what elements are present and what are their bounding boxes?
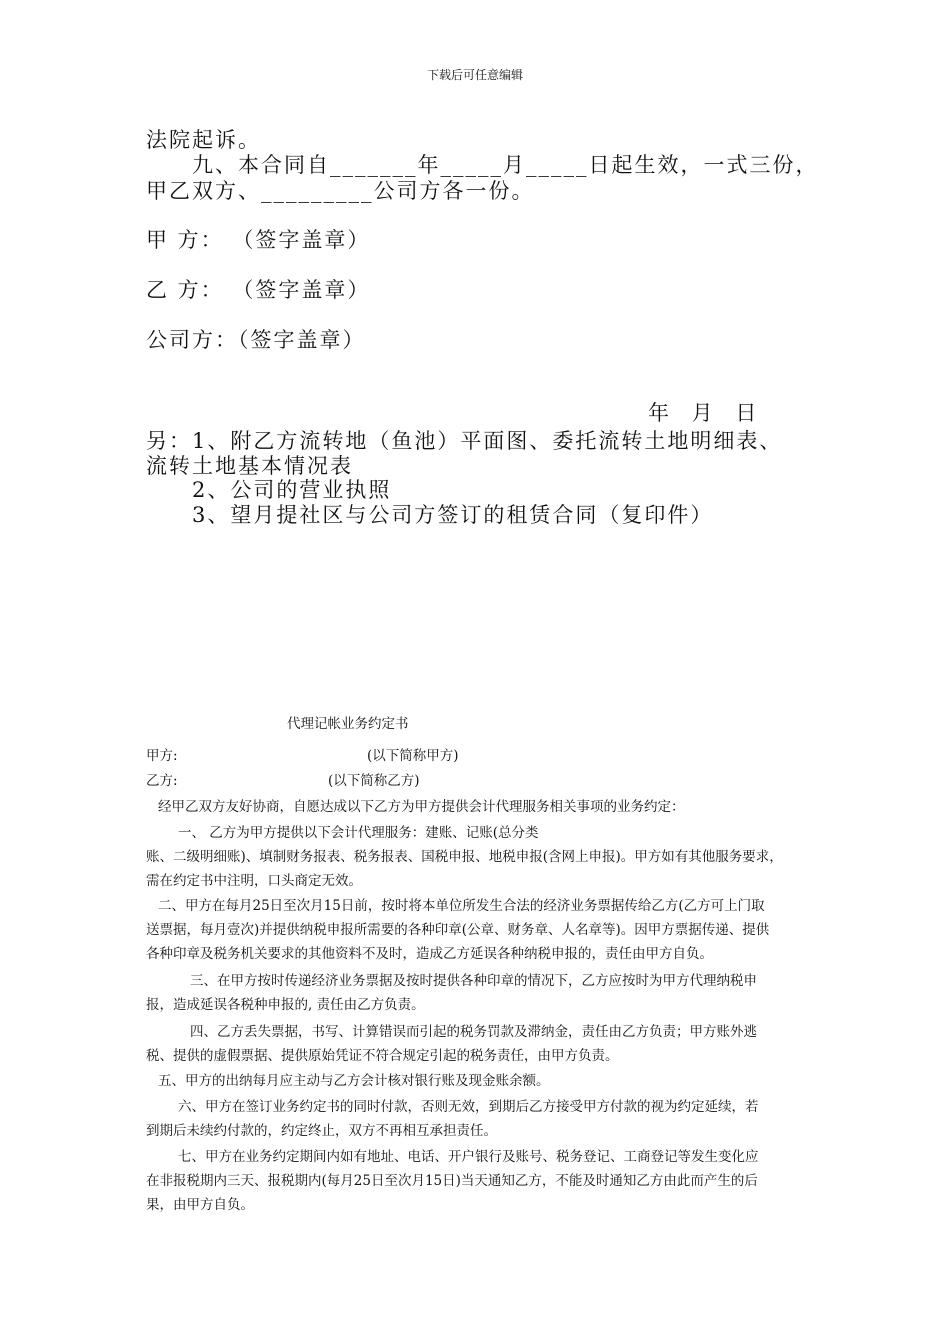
clause-1-line1: 一、 乙方为甲方提供以下会计代理服务：建账、记账(总分类 <box>178 825 539 841</box>
clause-6-line1: 六、甲方在签订业务约定书的同时付款，否则无效，到期后乙方接受甲方付款的视为约定延续，若 <box>178 1099 759 1115</box>
clause-4-line1: 四、乙方丢失票据，书写、计算错误而引起的税务罚款及滞纳金，责任由乙方负责；甲方账外逃 <box>190 1024 757 1040</box>
clause-7-line1: 七、甲方在业务约定期间内如有地址、电话、开户银行及账号、税务登记、工商登记等发生变化应 <box>178 1149 759 1165</box>
attachment-2: 2、公司的营业执照 <box>192 478 392 502</box>
signing-date: 年 月 日 <box>648 401 759 425</box>
download-note: 下载后可任意编辑 <box>426 68 523 82</box>
clause-2-line1: 二、甲方在每月25日至次月15日前，按时将本单位所发生合法的经济业务票据传给乙方(乙方可上门取 <box>158 898 765 914</box>
clause-2-line2: 送票据，每月壹次)并提供纳税申报所需要的各种印章(公章、财务章、人名章等)。因甲方票据传递、提供 <box>146 922 770 938</box>
clause-1-line2: 账、二级明细账)、填制财务报表、税务报表、国税申报、地税申报(含网上申报)。甲方如有其他服务要求， <box>146 849 783 865</box>
signature-company: 公司方：（签字盖章） <box>146 328 366 352</box>
party-b-note: (以下简称乙方) <box>328 773 420 789</box>
signature-party-a: 甲 方： （签字盖章） <box>146 228 371 252</box>
clause-9-line1: 九、本合同自_______年_____月_____日起生效，一式三份， <box>192 153 819 177</box>
attachment-3: 3、望月提社区与公司方签订的租赁合同（复印件） <box>192 503 714 527</box>
party-b-label: 乙方: <box>146 773 178 789</box>
document-title: 代理记帐业务约定书 <box>287 716 409 732</box>
attachment-1: 另：1、附乙方流转地（鱼池）平面图、委托流转土地明细表、 <box>146 429 783 453</box>
clause-4-line2: 税、提供的虚假票据、提供原始凭证不符合规定引起的税务责任，由甲方负责。 <box>146 1048 619 1064</box>
clause-5-line1: 五、甲方的出纳每月应主动与乙方会计核对银行账及现金账余额。 <box>158 1073 550 1089</box>
clause-text: 法院起诉。 <box>146 128 261 152</box>
clause-9-line2: 甲乙双方、_________公司方各一份。 <box>146 179 535 203</box>
clause-7-line3: 果，由甲方自负。 <box>146 1197 254 1213</box>
party-a-label: 甲方: <box>146 748 178 764</box>
attachment-1-cont: 流转土地基本情况表 <box>146 454 353 478</box>
clause-7-line2: 在非报税期内三天、报税期内(每月25日至次月15日)当天通知乙方，不能及时通知乙方由此而产生的后 <box>146 1173 758 1189</box>
intro-paragraph: 经甲乙双方友好协商，自愿达成以下乙方为甲方提供会计代理服务相关事项的业务约定： <box>158 799 685 815</box>
clause-1-line3: 需在约定书中注明，口头商定无效。 <box>146 873 362 889</box>
party-a-note: (以下简称甲方) <box>367 748 459 764</box>
clause-3-line2: 报，造成延误各税种申报的, 责任由乙方负责。 <box>146 997 425 1013</box>
signature-party-b: 乙 方： （签字盖章） <box>146 278 371 302</box>
clause-3-line1: 三、在甲方按时传递经济业务票据及按时提供各种印章的情况下，乙方应按时为甲方代理纳税申 <box>190 973 757 989</box>
clause-2-line3: 各种印章及税务机关要求的其他资料不及时，造成乙方延误各种纳税申报的，责任由甲方自负。 <box>146 946 713 962</box>
clause-6-line2: 到期后未续约付款的，约定终止，双方不再相互承担责任。 <box>146 1123 497 1139</box>
